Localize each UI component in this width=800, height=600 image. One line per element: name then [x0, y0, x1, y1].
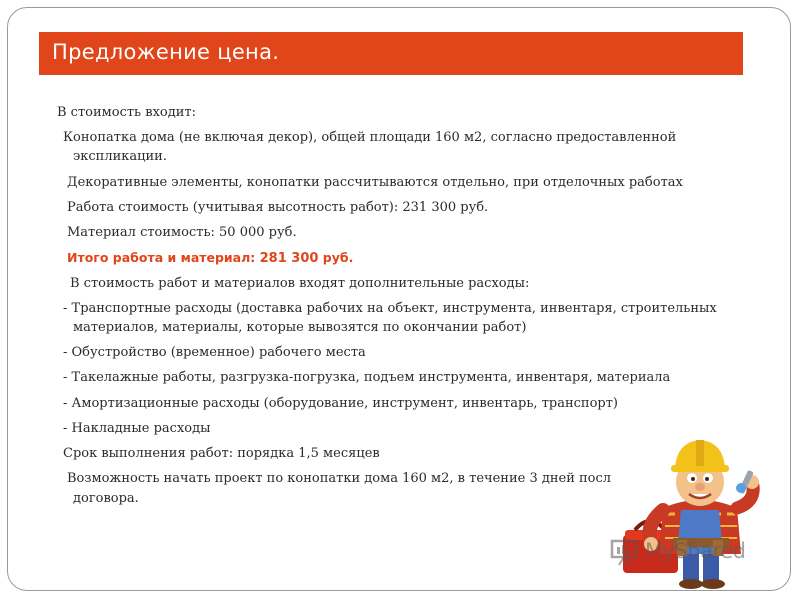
decor-text: Декоративные элементы, конопатки рассчитываются отдельно, при отделочных работах [67, 175, 683, 190]
presentation-icon [609, 537, 641, 567]
amortization-text: - Амортизационные расходы (оборудование, инструмент, инвентарь, транспорт) [63, 396, 618, 411]
workplace-text: - Обустройство (временное) рабочего места [63, 345, 366, 360]
watermark [607, 537, 767, 567]
overhead-text: - Накладные расходы [63, 421, 211, 436]
start-text-line1: Возможность начать проект по конопатки дома 160 м2, в течение 3 дней посл [67, 471, 612, 486]
watermark-text: MyShared [645, 539, 746, 563]
transport-text-line1: - Транспортные расходы (доставка рабочих на объект, инструмента, инвентаря, строительных [63, 301, 717, 316]
total-suffix: руб. [318, 250, 354, 265]
slide-title: Предложение цена. [52, 40, 280, 64]
total-label: Итого работа и материал: [67, 250, 260, 265]
title-bar [39, 32, 743, 75]
total-value: 281 300 [259, 251, 319, 266]
caulk-text-line2: экспликации. [73, 149, 167, 164]
work-cost-text: Работа стоимость (учитывая высотность работ): 231 300 руб. [67, 200, 489, 215]
transport-text-line2: материалов, материалы, которые вывозятся по окончании работ) [73, 320, 527, 335]
duration-text: Срок выполнения работ: порядка 1,5 месяцев [63, 446, 380, 461]
caulk-text-line1: Конопатка дома (не включая декор), общей площади 160 м2, согласно предоставленной [63, 130, 677, 145]
intro-text: В стоимость входит: [57, 105, 196, 120]
total-text [67, 249, 353, 267]
rigging-text: - Такелажные работы, разгрузка-погрузка, подъем инструмента, инвентаря, материала [63, 370, 671, 385]
material-cost-text: Материал стоимость: 50 000 руб. [67, 225, 297, 240]
start-text-line2: договора. [73, 491, 139, 506]
extra-intro-text: В стоимость работ и материалов входят дополнительные расходы: [70, 276, 530, 291]
